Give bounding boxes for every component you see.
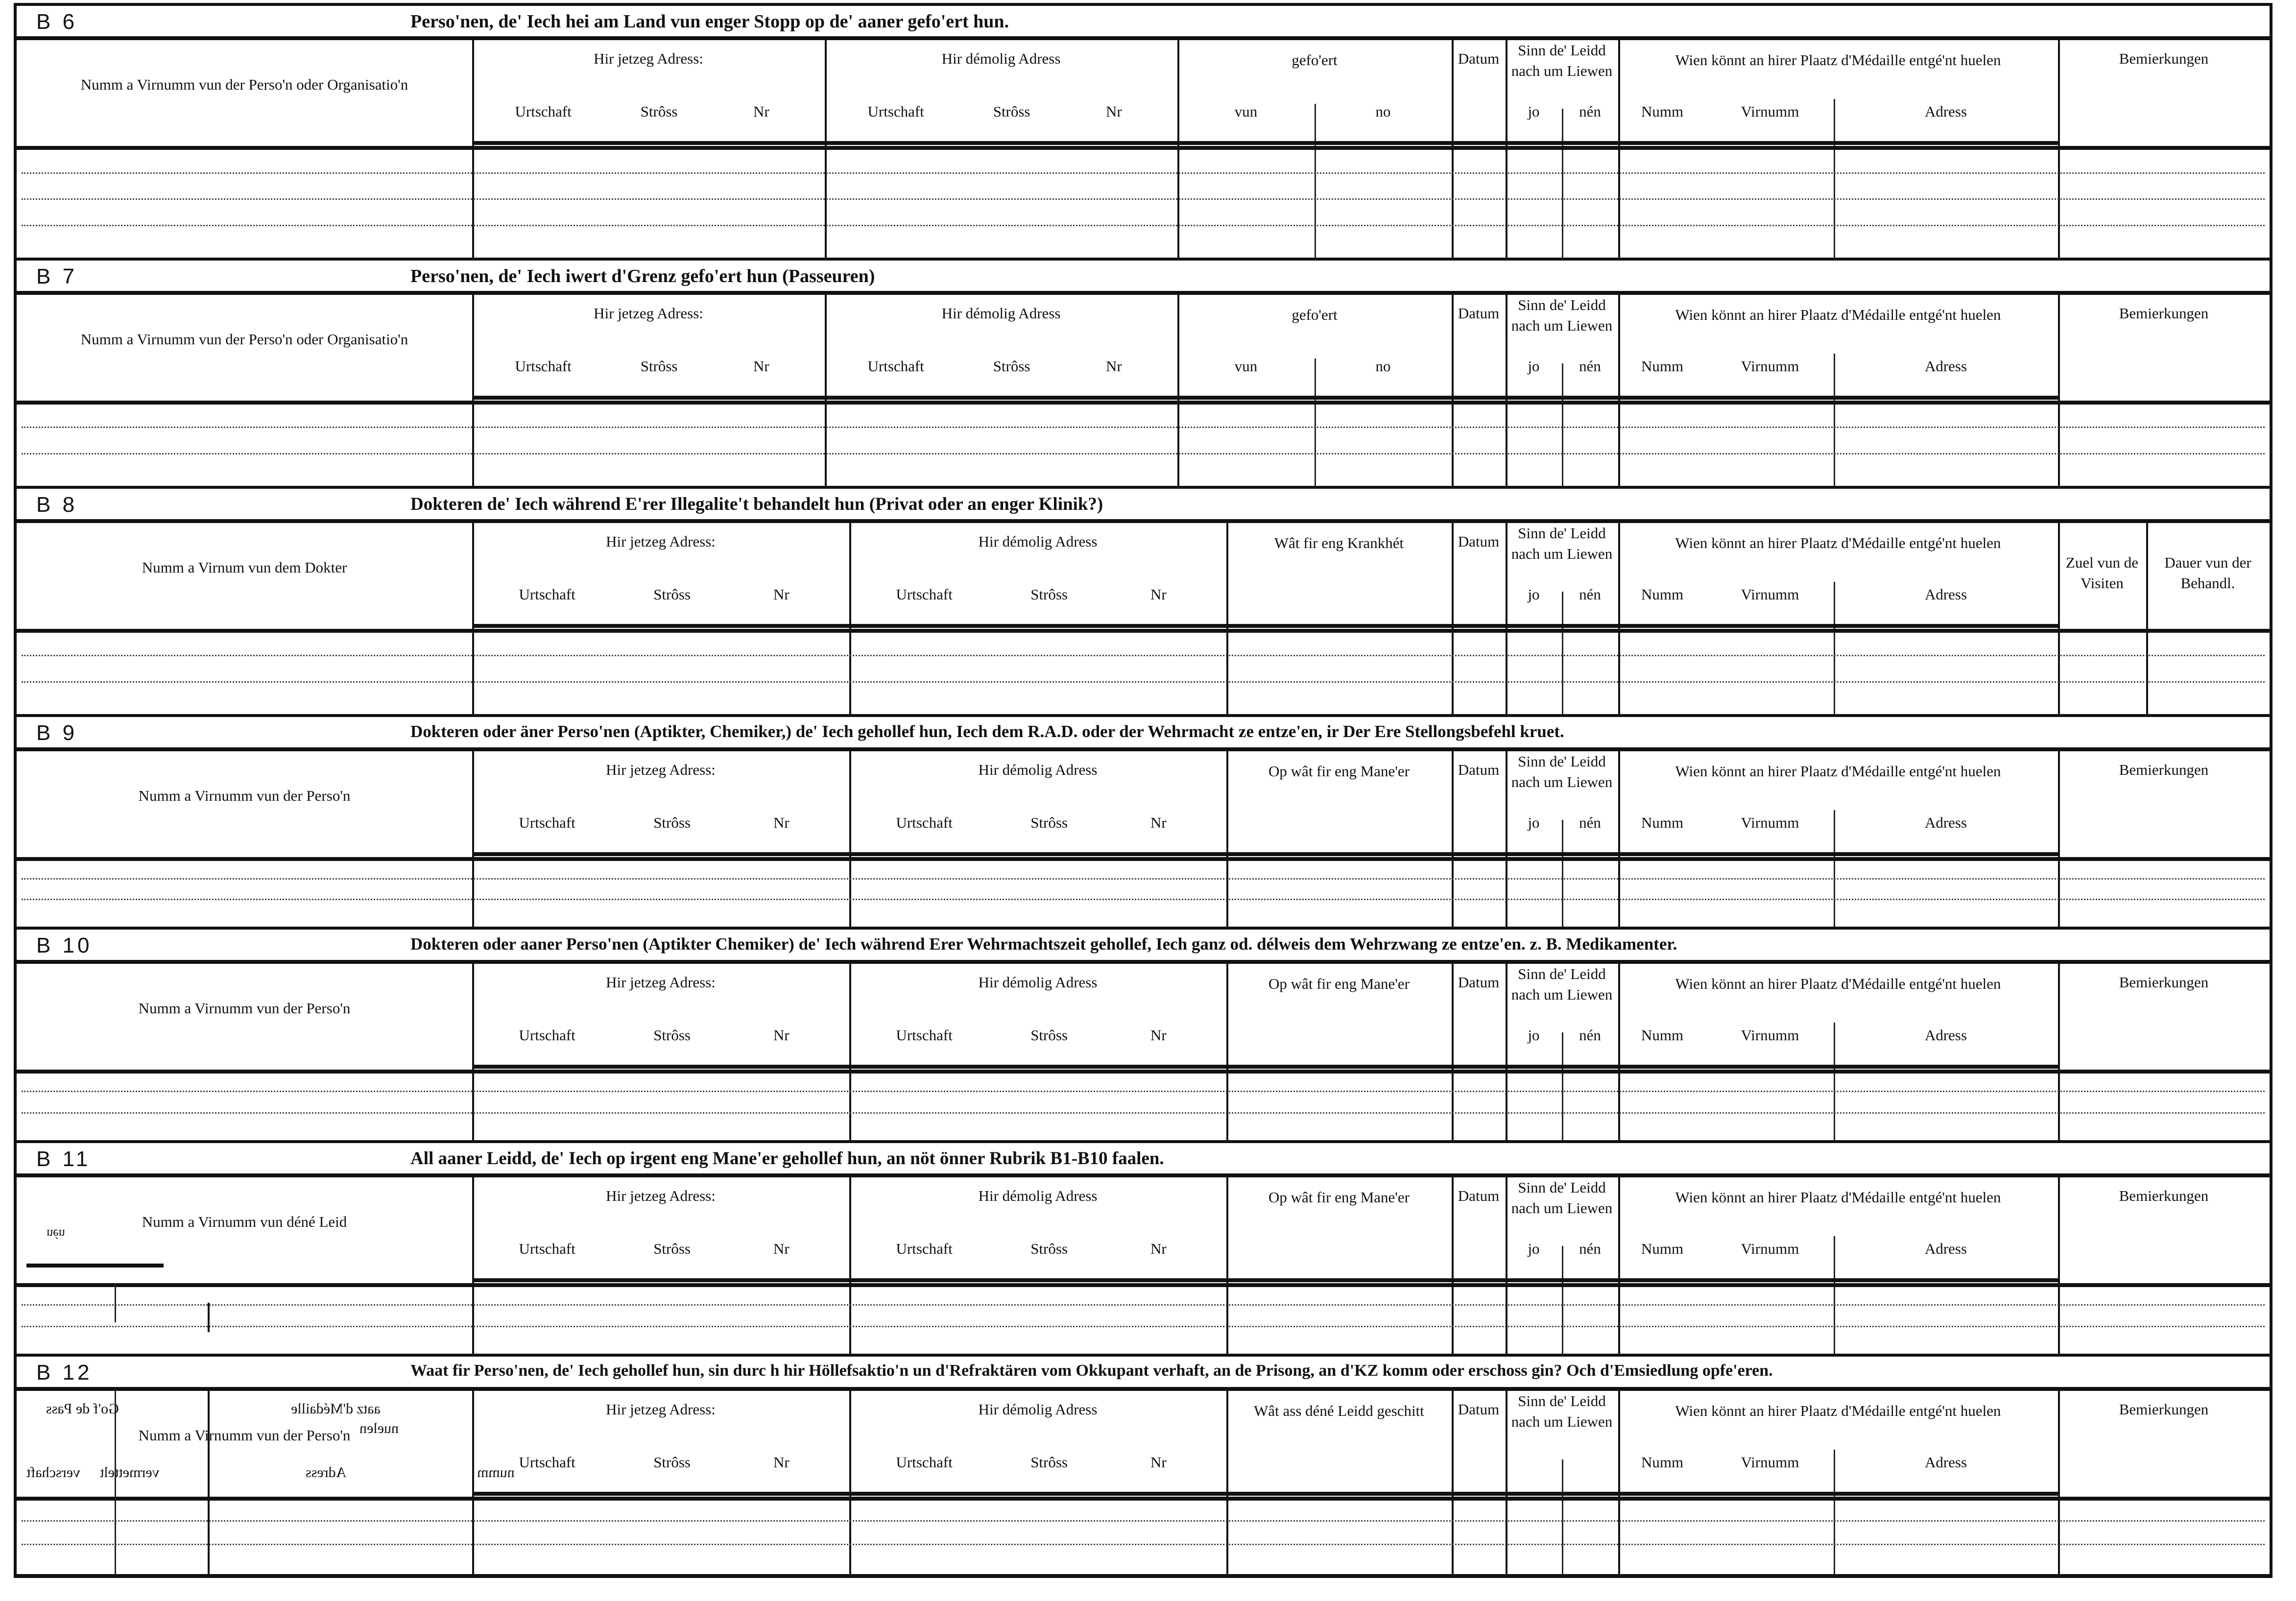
column-divider — [1562, 820, 1563, 930]
current-address-place-label: Urtschaft — [515, 358, 572, 375]
from-label: vun — [1234, 358, 1258, 375]
header-inner-rule — [472, 1492, 2058, 1496]
medal-firstname-label: Virnumm — [1741, 358, 1799, 375]
column-divider — [1452, 1391, 1454, 1577]
former-address-street-label: Strôss — [1030, 814, 1068, 831]
remarks-header: Bemierkungen — [2119, 50, 2209, 67]
medal-address-label: Adress — [1924, 1454, 1967, 1471]
former-address-place-label: Urtschaft — [867, 358, 924, 375]
current-address-header: Hir jetzeg Adress: — [606, 1187, 716, 1204]
dotted-entry-line[interactable] — [22, 1544, 2265, 1545]
column-name-header: Numm a Virnumm vun der Perso'n — [138, 787, 351, 804]
mirrored-text: Go'f de Pass — [46, 1401, 119, 1417]
medal-header: Wien könnt an hirer Plaatz d'Médaille entgé'nt huelen — [1675, 306, 2001, 323]
medal-firstname-label: Virnumm — [1741, 814, 1799, 831]
medal-firstname-label: Virnumm — [1741, 1027, 1799, 1044]
column-divider — [208, 1303, 210, 1332]
header-inner-rule — [472, 396, 2058, 400]
mirrored-text: verschaft — [26, 1464, 80, 1481]
alive-header: Sinn de' Leidd nach um Liewen — [1511, 525, 1613, 562]
dotted-entry-line[interactable] — [22, 1326, 2265, 1327]
medal-name-label: Numm — [1641, 358, 1684, 375]
section-title: Dokteren oder äner Perso'nen (Aptikter, Chemiker,) de' Iech gehollef hun, Iech dem R.A.D. oder der Wehrmacht ze entze'en, ir Der Ere Stellongsbefehl kruet. — [410, 722, 1564, 741]
column-divider — [1452, 40, 1454, 261]
header-inner-rule — [472, 1278, 2058, 1282]
dotted-entry-line[interactable] — [22, 655, 2265, 656]
former-address-street-label: Strôss — [993, 103, 1030, 120]
header-body-rule — [17, 857, 2270, 861]
medal-name-label: Numm — [1641, 586, 1684, 603]
column-divider — [472, 523, 474, 717]
alive-header: Sinn de' Leidd nach um Liewen — [1511, 753, 1613, 790]
former-address-header: Hir démolig Adress — [941, 305, 1061, 322]
former-address-place-label: Urtschaft — [896, 1240, 953, 1257]
medal-header: Wien könnt an hirer Plaatz d'Médaille entgé'nt huelen — [1675, 51, 2001, 69]
medal-address-label: Adress — [1924, 814, 1967, 831]
current-address-place-label: Urtschaft — [519, 1027, 575, 1044]
column-divider — [472, 40, 474, 261]
dotted-entry-line[interactable] — [22, 1520, 2265, 1522]
medal-name-label: Numm — [1641, 1454, 1684, 1471]
column-divider — [1315, 104, 1316, 261]
column-divider — [1562, 363, 1563, 489]
current-address-header: Hir jetzeg Adress: — [606, 761, 716, 778]
former-address-place-label: Urtschaft — [867, 103, 924, 120]
column-divider — [1506, 523, 1507, 717]
dotted-entry-line[interactable] — [22, 225, 2265, 226]
former-address-place-label: Urtschaft — [896, 1027, 953, 1044]
medal-header: Wien könnt an hirer Plaatz d'Médaille entgé'nt huelen — [1675, 1402, 2001, 1419]
medal-firstname-label: Virnumm — [1741, 1454, 1799, 1471]
alive-yes-label: jo — [1528, 358, 1540, 375]
dotted-entry-line[interactable] — [22, 453, 2265, 454]
header-inner-rule — [472, 141, 2058, 145]
alive-header: Sinn de' Leidd nach um Liewen — [1511, 1179, 1613, 1217]
date-header: Datum — [1458, 761, 1500, 778]
current-address-street-label: Strôss — [653, 586, 691, 603]
medal-name-label: Numm — [1641, 1027, 1684, 1044]
alive-header: Sinn de' Leidd nach um Liewen — [1511, 1392, 1613, 1430]
current-address-place-label: Urtschaft — [515, 103, 572, 120]
alive-yes-label: jo — [1528, 586, 1540, 603]
column-divider — [1562, 1032, 1563, 1143]
date-header: Datum — [1458, 50, 1500, 67]
column-divider — [825, 295, 827, 489]
current-address-place-label: Urtschaft — [519, 1454, 575, 1471]
column-name-header: Numm a Virnumm vun der Perso'n oder Organisatio'n — [80, 76, 408, 93]
current-address-header: Hir jetzeg Adress: — [606, 533, 716, 550]
medal-header: Wien könnt an hirer Plaatz d'Médaille entgé'nt huelen — [1675, 1189, 2001, 1206]
alive-yes-label: jo — [1528, 814, 1540, 831]
to-label: no — [1375, 358, 1391, 375]
to-label: no — [1375, 103, 1391, 120]
column-divider — [2058, 40, 2060, 261]
mirrored-text: vermettelt — [100, 1464, 160, 1481]
section-header — [17, 1143, 2270, 1177]
section-code: B 11 — [36, 1147, 91, 1171]
mirrored-text: aatz d'Médaille — [291, 1401, 381, 1417]
former-address-header: Hir démolig Adress — [978, 1401, 1098, 1418]
current-address-nr-label: Nr — [773, 1027, 789, 1044]
section-b11 — [14, 1140, 2272, 1354]
column-divider — [1506, 1391, 1507, 1577]
alive-yes-label: jo — [1528, 1240, 1540, 1257]
dotted-entry-line[interactable] — [22, 1304, 2265, 1306]
visits-header: Zuel vun de Visiten — [2065, 554, 2139, 592]
section-b8 — [14, 486, 2272, 714]
column-divider — [2058, 295, 2060, 489]
column-divider — [472, 295, 474, 489]
current-address-nr-label: Nr — [753, 103, 769, 120]
column-divider — [1618, 1391, 1620, 1577]
current-address-header: Hir jetzeg Adress: — [606, 1401, 716, 1418]
header-body-rule — [17, 1283, 2270, 1287]
column-divider — [1618, 295, 1620, 489]
column-divider — [1177, 40, 1179, 261]
alive-no-label: nén — [1579, 103, 1601, 120]
dotted-entry-line[interactable] — [22, 878, 2265, 880]
column-divider — [1506, 40, 1507, 261]
activity-header: gefo'ert — [1292, 51, 1338, 69]
current-address-street-label: Strôss — [653, 1454, 691, 1471]
date-header: Datum — [1458, 974, 1500, 991]
date-header: Datum — [1458, 305, 1500, 322]
medal-name-label: Numm — [1641, 1240, 1684, 1257]
alive-header: Sinn de' Leidd nach um Liewen — [1511, 296, 1613, 334]
current-address-nr-label: Nr — [773, 1240, 789, 1257]
remarks-header: Bemierkungen — [2119, 1401, 2209, 1418]
dotted-entry-line[interactable] — [22, 899, 2265, 900]
header-body-rule — [17, 1070, 2270, 1074]
section-code: B 7 — [36, 264, 78, 288]
current-address-street-label: Strôss — [653, 1240, 691, 1257]
header-inner-rule — [472, 624, 2058, 628]
header-body-rule — [17, 146, 2270, 150]
current-address-header: Hir jetzeg Adress: — [594, 305, 703, 322]
dotted-entry-line[interactable] — [22, 427, 2265, 428]
former-address-place-label: Urtschaft — [896, 1454, 953, 1471]
section-title: All aaner Leidd, de' Iech op irgent eng Mane'er gehollef hun, an nöt önner Rubrik B1-B10 faalen. — [410, 1148, 1164, 1169]
former-address-street-label: Strôss — [1030, 1027, 1068, 1044]
former-address-street-label: Strôss — [993, 358, 1030, 375]
column-name-header: Numm a Virnumm vun der Perso'n — [138, 1000, 351, 1017]
section-code: B 8 — [36, 493, 78, 517]
column-divider — [115, 1283, 116, 1322]
column-divider — [849, 523, 851, 717]
section-b9 — [14, 714, 2272, 927]
column-divider — [1506, 295, 1507, 489]
section-header — [17, 261, 2270, 295]
medal-header: Wien könnt an hirer Plaatz d'Médaille entgé'nt huelen — [1675, 975, 2001, 992]
dotted-entry-line[interactable] — [22, 681, 2265, 683]
column-divider — [1506, 751, 1507, 930]
section-b7 — [14, 258, 2272, 486]
dotted-entry-line[interactable] — [22, 172, 2265, 174]
alive-no-label: nén — [1579, 1027, 1601, 1044]
remarks-header: Bemierkungen — [2119, 305, 2209, 322]
section-header — [17, 6, 2270, 40]
column-divider — [1618, 40, 1620, 261]
alive-no-label: nén — [1579, 814, 1601, 831]
header-inner-rule — [472, 1065, 2058, 1069]
column-divider — [1506, 1177, 1507, 1357]
former-address-place-label: Urtschaft — [896, 586, 953, 603]
column-divider — [115, 1391, 116, 1577]
medal-header: Wien könnt an hirer Plaatz d'Médaille entgé'nt huelen — [1675, 763, 2001, 780]
section-title: Perso'nen, de' Iech hei am Land vun enger Stopp op de' aaner gefo'ert hun. — [410, 11, 1009, 32]
medal-firstname-label: Virnumm — [1741, 1240, 1799, 1257]
column-divider — [1315, 358, 1316, 489]
section-title: Perso'nen, de' Iech iwert d'Grenz gefo'ert hun (Passeuren) — [410, 266, 875, 287]
column-divider — [1562, 1459, 1563, 1577]
form-bottom-rule — [14, 1574, 2272, 1578]
former-address-street-label: Strôss — [1030, 1240, 1068, 1257]
medal-name-label: Numm — [1641, 103, 1684, 120]
current-address-street-label: Strôss — [640, 103, 678, 120]
current-address-header: Hir jetzeg Adress: — [594, 50, 703, 67]
current-address-street-label: Strôss — [640, 358, 678, 375]
current-address-street-label: Strôss — [653, 814, 691, 831]
former-address-nr-label: Nr — [1106, 358, 1122, 375]
remarks-header: Bemierkungen — [2119, 761, 2209, 778]
section-code: B 9 — [36, 721, 78, 745]
column-name-header: Numm a Virnumm vun der Perso'n — [138, 1427, 351, 1444]
former-address-header: Hir démolig Adress — [978, 761, 1098, 778]
medal-address-label: Adress — [1924, 358, 1967, 375]
stray-mark: nén — [47, 1227, 65, 1241]
former-address-street-label: Strôss — [1030, 1454, 1068, 1471]
medal-address-label: Adress — [1924, 103, 1967, 120]
column-divider — [1618, 751, 1620, 930]
column-divider — [849, 1391, 851, 1577]
dotted-entry-line[interactable] — [22, 1091, 2265, 1092]
section-b6 — [14, 3, 2272, 258]
current-address-street-label: Strôss — [653, 1027, 691, 1044]
former-address-nr-label: Nr — [1150, 1240, 1167, 1257]
from-label: vun — [1234, 103, 1258, 120]
former-address-header: Hir démolig Adress — [941, 50, 1061, 67]
mirrored-text: numm — [477, 1464, 515, 1481]
former-address-place-label: Urtschaft — [896, 814, 953, 831]
medal-firstname-label: Virnumm — [1741, 103, 1799, 120]
section-header — [17, 717, 2270, 751]
column-divider — [1562, 1246, 1563, 1357]
former-address-header: Hir démolig Adress — [978, 974, 1098, 991]
column-divider — [1562, 592, 1563, 717]
dotted-entry-line[interactable] — [22, 1112, 2265, 1114]
mirrored-text: nuelen — [359, 1420, 399, 1436]
former-address-nr-label: Nr — [1150, 1027, 1167, 1044]
activity-header: Op wât fir eng Mane'er — [1268, 763, 1410, 780]
date-header: Datum — [1458, 533, 1500, 550]
stray-rule — [26, 1264, 164, 1267]
alive-header: Sinn de' Leidd nach um Liewen — [1511, 42, 1613, 79]
section-title: Dokteren oder aaner Perso'nen (Aptikter Chemiker) de' Iech während Erer Wehrmachtszeit gehollef, Iech ganz od. délweis dem Wehrzwang ze entze'en. z. B. Medikamenter. — [410, 934, 1677, 954]
medal-address-label: Adress — [1924, 586, 1967, 603]
activity-header: Op wât fir eng Mane'er — [1268, 975, 1410, 992]
section-b12 — [14, 1354, 2272, 1574]
alive-yes-label: jo — [1528, 1027, 1540, 1044]
medal-header: Wien könnt an hirer Plaatz d'Médaille entgé'nt huelen — [1675, 534, 2001, 551]
column-name-header: Numm a Virnumm vun der Perso'n oder Organisatio'n — [80, 331, 408, 348]
column-divider — [2058, 1391, 2060, 1577]
column-divider — [1452, 295, 1454, 489]
column-divider — [1834, 99, 1835, 261]
activity-header: gefo'ert — [1292, 306, 1338, 323]
section-title: Waat fir Perso'nen, de' Iech gehollef hun, sin durc h hir Höllefsaktio'n un d'Refraktären vom Okkupant verhaft, an de Prisong, an d'KZ komm oder erschoss gin? Och d'Emsiedlung opfe'eren. — [410, 1362, 1773, 1380]
former-address-street-label: Strôss — [1030, 586, 1068, 603]
remarks-header: Bemierkungen — [2119, 1187, 2209, 1204]
former-address-nr-label: Nr — [1106, 103, 1122, 120]
column-divider — [1562, 109, 1563, 261]
section-code: B 6 — [36, 10, 78, 34]
current-address-header: Hir jetzeg Adress: — [606, 974, 716, 991]
remarks-header: Bemierkungen — [2119, 974, 2209, 991]
column-divider — [1618, 964, 1620, 1143]
header-body-rule — [17, 1497, 2270, 1501]
activity-header: Wât ass déné Leidd geschitt — [1254, 1402, 1424, 1419]
current-address-nr-label: Nr — [773, 1454, 789, 1471]
column-name-header: Numm a Virnum vun dem Dokter — [142, 559, 347, 576]
alive-header: Sinn de' Leidd nach um Liewen — [1511, 965, 1613, 1003]
medal-firstname-label: Virnumm — [1741, 586, 1799, 603]
current-address-nr-label: Nr — [753, 358, 769, 375]
column-divider — [825, 40, 827, 261]
dotted-entry-line[interactable] — [22, 198, 2265, 200]
medal-address-label: Adress — [1924, 1027, 1967, 1044]
former-address-nr-label: Nr — [1150, 814, 1167, 831]
activity-header: Op wât fir eng Mane'er — [1268, 1189, 1410, 1206]
header-body-rule — [17, 401, 2270, 405]
current-address-place-label: Urtschaft — [519, 586, 575, 603]
date-header: Datum — [1458, 1187, 1500, 1204]
medal-address-label: Adress — [1924, 1240, 1967, 1257]
column-divider — [208, 1391, 210, 1577]
section-code: B 12 — [36, 1361, 93, 1385]
section-title: Dokteren de' Iech während E'rer Illegalite't behandelt hun (Privat oder an enger Klinik?) — [410, 494, 1103, 514]
former-address-nr-label: Nr — [1150, 1454, 1167, 1471]
treatment-duration-header: Dauer vun der Behandl. — [2164, 554, 2251, 592]
column-divider — [1506, 964, 1507, 1143]
section-header — [17, 930, 2270, 964]
alive-no-label: nén — [1579, 1240, 1601, 1257]
header-inner-rule — [472, 852, 2058, 856]
current-address-place-label: Urtschaft — [519, 1240, 575, 1257]
column-name-header: Numm a Virnumm vun déné Leid — [142, 1213, 347, 1230]
mirrored-text: Adress — [306, 1464, 347, 1481]
alive-yes-label: jo — [1528, 103, 1540, 120]
former-address-header: Hir démolig Adress — [978, 1187, 1098, 1204]
date-header: Datum — [1458, 1401, 1500, 1418]
column-divider — [1618, 523, 1620, 717]
header-body-rule — [17, 629, 2270, 633]
column-divider — [472, 1391, 474, 1577]
section-code: B 10 — [36, 933, 93, 957]
activity-header: Wât fir eng Krankhét — [1274, 534, 1404, 551]
column-divider — [1452, 523, 1454, 717]
column-divider — [1618, 1177, 1620, 1357]
alive-no-label: nén — [1579, 586, 1601, 603]
medal-name-label: Numm — [1641, 814, 1684, 831]
alive-no-label: nén — [1579, 358, 1601, 375]
current-address-nr-label: Nr — [773, 586, 789, 603]
former-address-nr-label: Nr — [1150, 586, 1167, 603]
former-address-header: Hir démolig Adress — [978, 533, 1098, 550]
current-address-nr-label: Nr — [773, 814, 789, 831]
section-header — [17, 1357, 2270, 1391]
section-b10 — [14, 927, 2272, 1140]
current-address-place-label: Urtschaft — [519, 814, 575, 831]
section-header — [17, 489, 2270, 523]
